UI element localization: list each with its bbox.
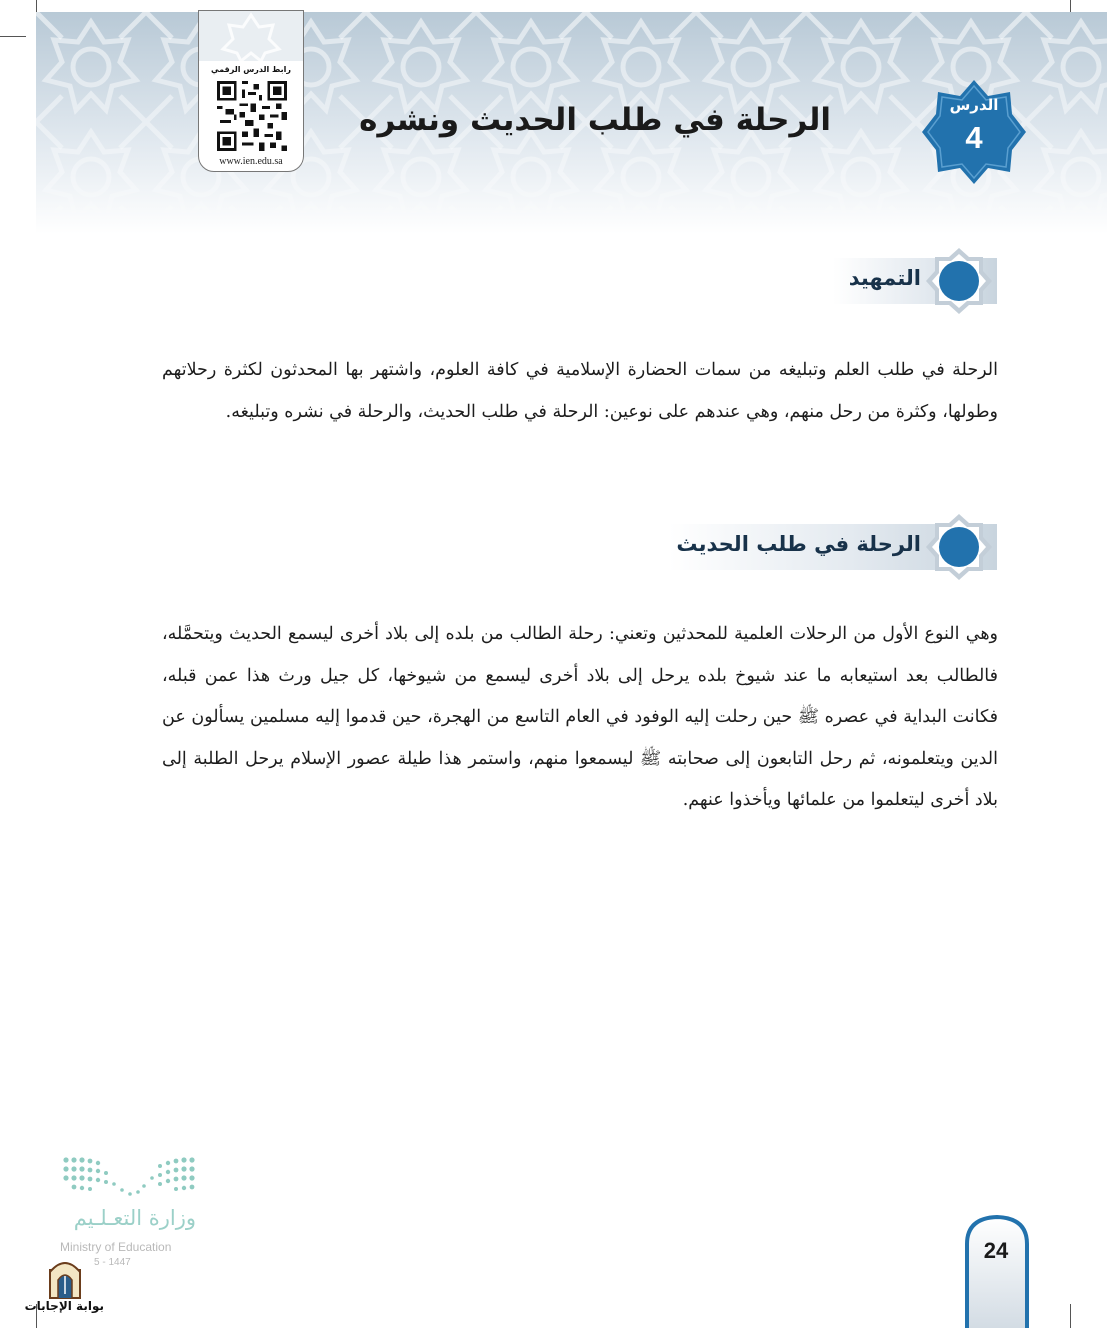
lesson-label: الدرس bbox=[949, 96, 999, 114]
ministry-year: 5 - 1447 bbox=[94, 1257, 131, 1268]
travel-paragraph: وهي النوع الأول من الرحلات العلمية للمحدثين وتعني: رحلة الطالب من بلده إلى بلاد أخرى ليسمع الحديث ويتحمَّله، فالطالب بعد استيعابه ما عند شيوخ بلده يرحل إلى بلاد أخرى ليسمع من شيوخها، كل جيل ورث هذا عمن قبله، فكانت البداية في عصره ﷺ حين رحلت إليه الوفود في العام التاسع من الهجرة، حين قدموا إليه مسلمين يسألون عن الدين ويتعلمونه، ثم رحل التابعون إلى صحابته ﷺ ليسمعوا منهم، واستمر هذا طيلة عصور الإسلام يرحل الطلبة إلى بلاد أخرى ليتعلموا من علمائها ويأخذوا عنهم. bbox=[162, 624, 998, 810]
page-number: 24 bbox=[983, 1238, 1009, 1263]
ministry-name-arabic: وزارة التعـلـيم bbox=[73, 1206, 196, 1230]
digital-lesson-qr-card[interactable] bbox=[198, 10, 304, 172]
section-heading-travel-text: الرحلة في طلب الحديث bbox=[676, 532, 921, 556]
ministry-name-english: Ministry of Education bbox=[60, 1240, 172, 1254]
page-number-tab bbox=[964, 1214, 1030, 1328]
qr-label: رابط الدرس الرقمي bbox=[211, 65, 291, 74]
qr-code-icon[interactable] bbox=[217, 81, 287, 151]
section-heading-intro-text: التمهيد bbox=[848, 266, 921, 290]
qr-url[interactable]: www.ien.edu.sa bbox=[219, 156, 283, 167]
ministry-logo-dots-icon bbox=[60, 1154, 200, 1200]
crop-mark bbox=[1070, 1304, 1071, 1328]
portal-name: بوابة الإجابات bbox=[24, 1299, 104, 1313]
lesson-number: 4 bbox=[965, 120, 983, 155]
crop-mark bbox=[0, 36, 26, 37]
section-octagon-icon bbox=[924, 512, 994, 582]
section-octagon-icon bbox=[924, 246, 994, 316]
lesson-title: الرحلة في طلب الحديث ونشره bbox=[359, 102, 831, 138]
intro-paragraph: الرحلة في طلب العلم وتبليغه من سمات الحضارة الإسلامية في كافة العلوم، واشتهر بها المحدثون لكثرة رحلاتهم وطولها، وكثرة من رحل منهم، وهي عندهم على نوعين: الرحلة في طلب الحديث، والرحلة في نشره وتبليغه. bbox=[162, 360, 998, 422]
portal-logo-icon bbox=[44, 1256, 86, 1300]
qr-card-pattern bbox=[199, 11, 303, 61]
